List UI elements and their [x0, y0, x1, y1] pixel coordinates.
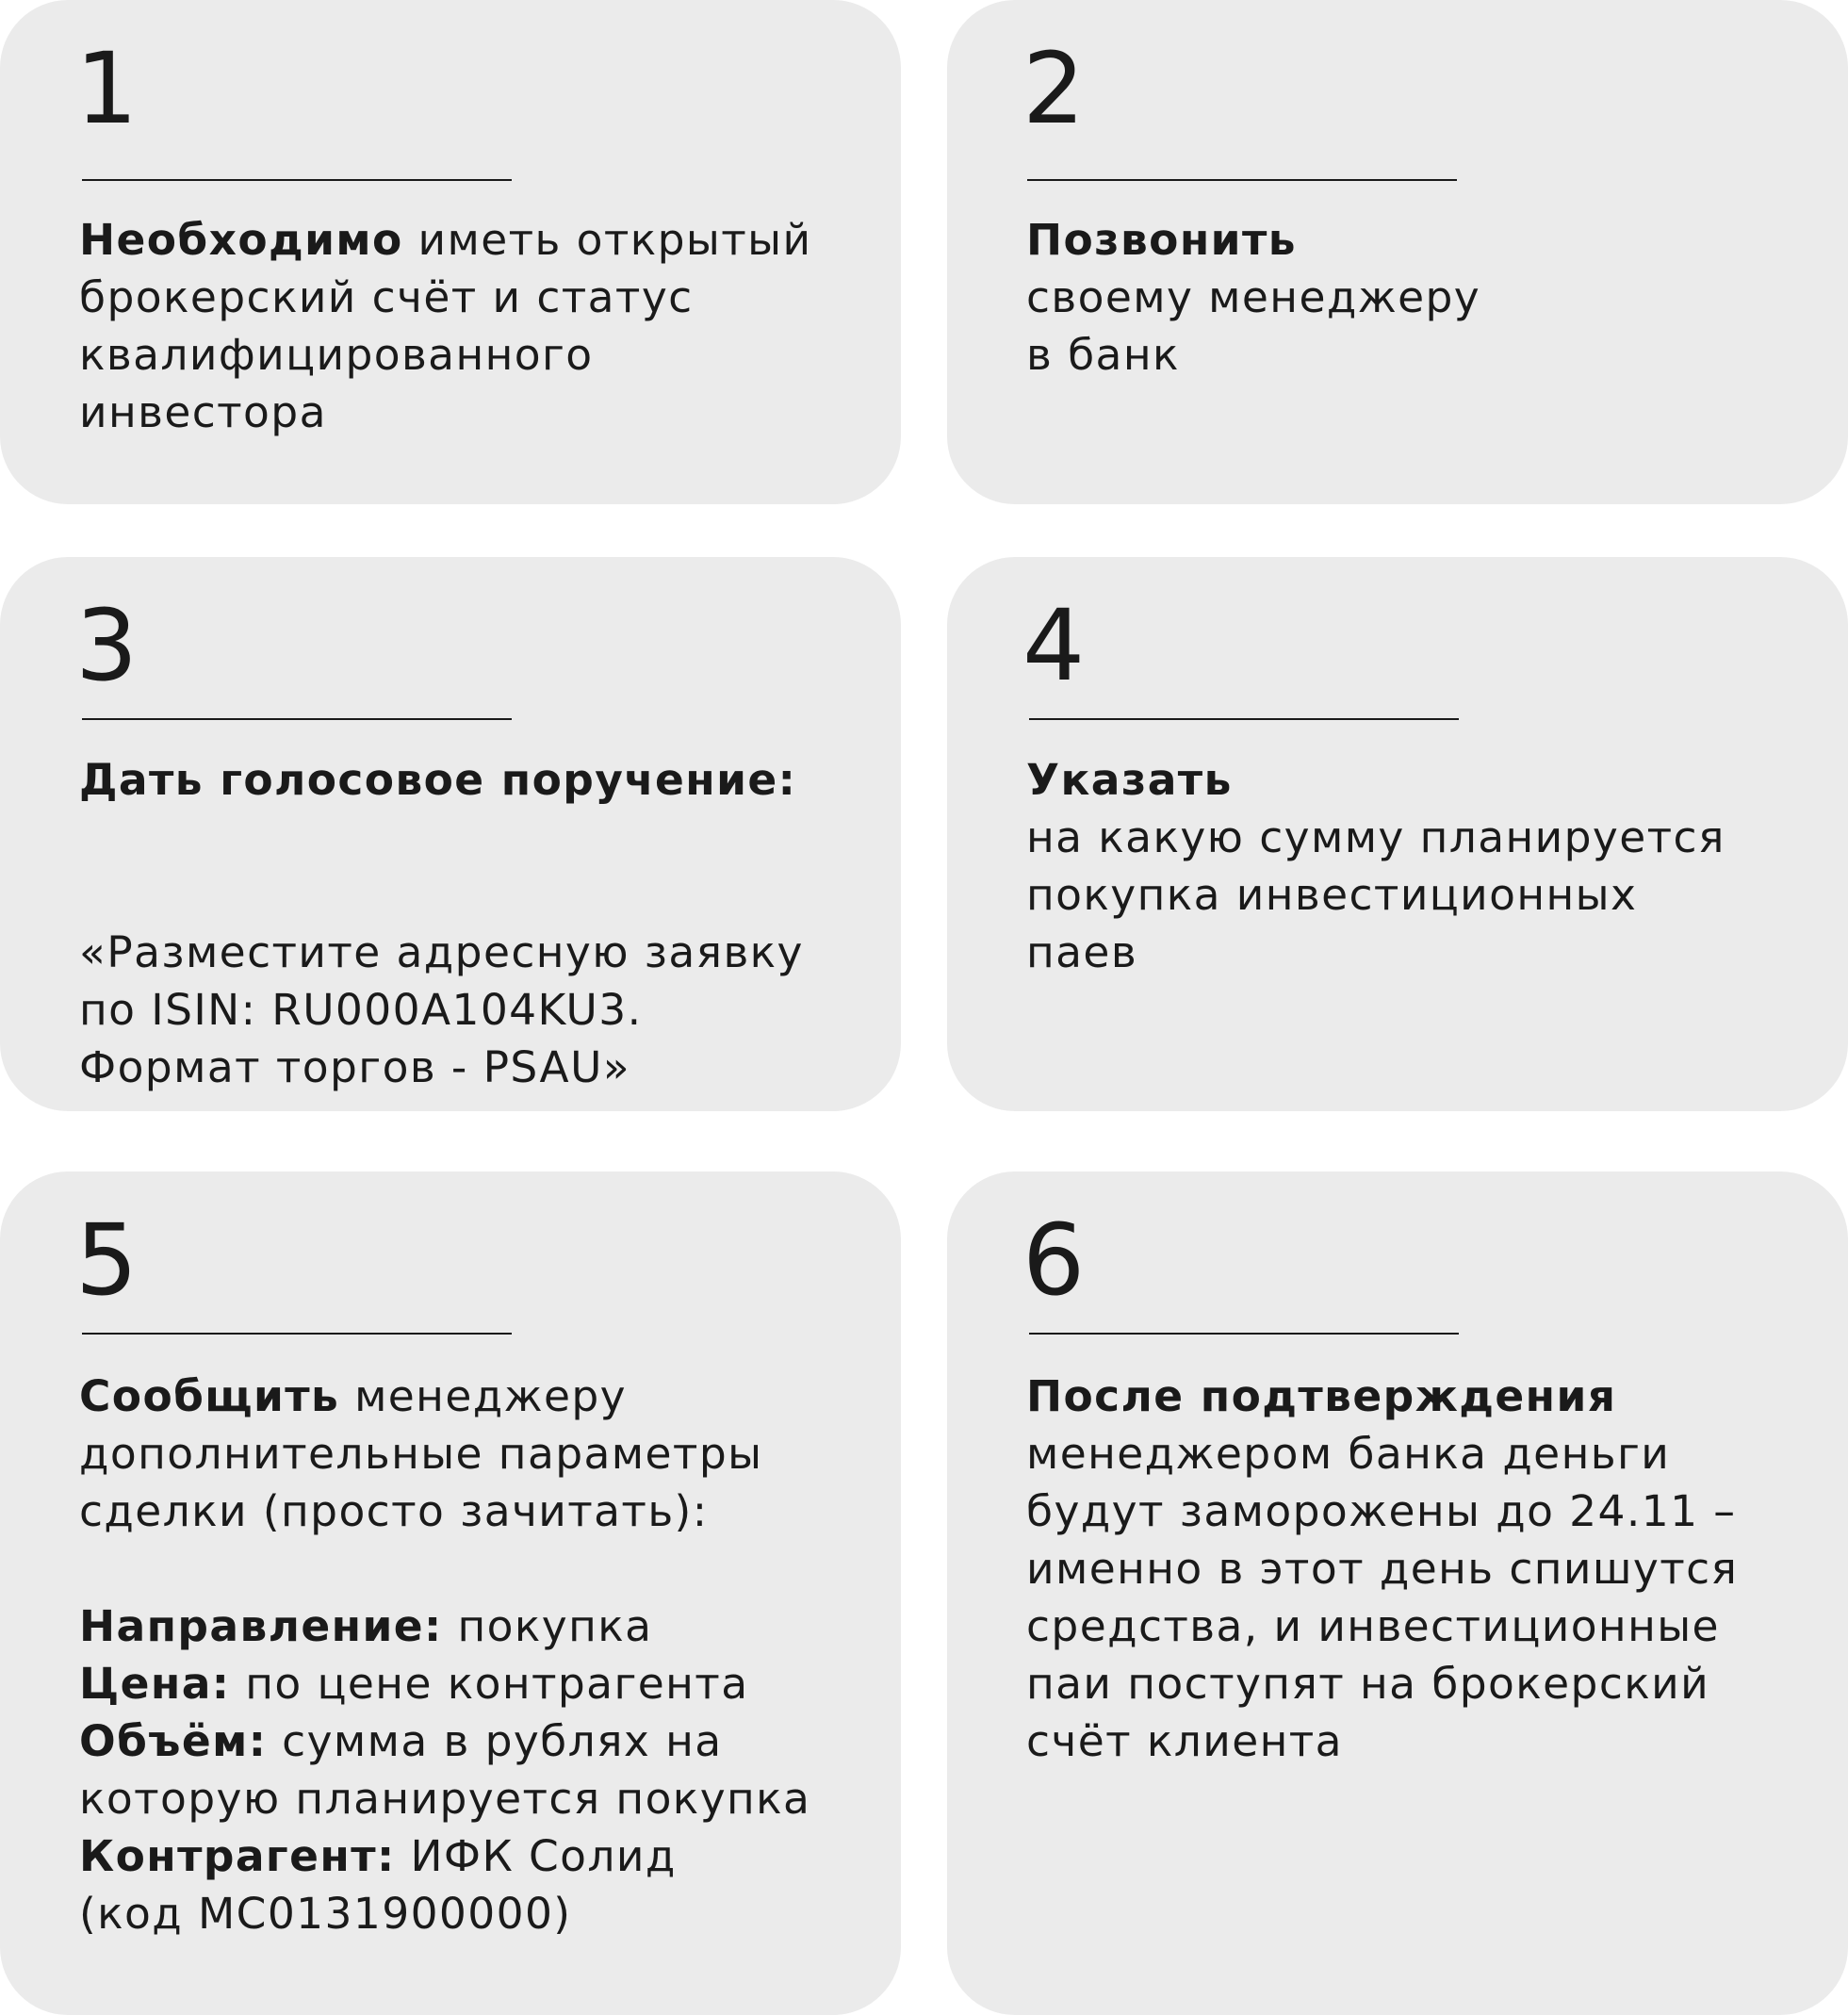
- step-card-6: [947, 1171, 1848, 2015]
- param-label-volume: Объём:: [79, 1716, 268, 1766]
- step-body: на какую сумму планируется покупка инвестиционных паев: [1026, 812, 1725, 977]
- step-number: 2: [1022, 31, 1086, 146]
- step-bold-lead: Дать голосовое поручение:: [79, 755, 797, 805]
- step-card-5: [0, 1171, 901, 2015]
- divider: [82, 718, 512, 720]
- step-bold-lead: После подтверждения: [1026, 1371, 1617, 1421]
- step-number: 1: [75, 31, 139, 146]
- step-number: 4: [1022, 588, 1086, 703]
- param-label-price: Цена:: [79, 1659, 231, 1709]
- spacer: [79, 1540, 871, 1597]
- step-body: менеджеру дополнительные параметры сделки (просто зачитать):: [79, 1371, 763, 1536]
- step-number: 5: [75, 1203, 139, 1318]
- divider: [1029, 718, 1459, 720]
- step-card-3: [0, 557, 901, 1111]
- param-label-direction: Направление:: [79, 1601, 443, 1651]
- step-card-2: [947, 0, 1848, 504]
- step-text: [79, 751, 871, 1096]
- divider: [82, 179, 512, 181]
- step-bold-lead: Указать: [1026, 755, 1233, 805]
- step-text: [79, 1368, 871, 1942]
- step-bold-lead: Позвонить: [1026, 215, 1297, 265]
- divider: [82, 1333, 512, 1335]
- step-number: 3: [75, 588, 139, 703]
- step-text: [1026, 751, 1818, 981]
- step-card-1: [0, 0, 901, 504]
- divider: [1029, 1333, 1459, 1335]
- spacer: [79, 809, 871, 866]
- step-body: «Разместите адресную заявку по ISIN: RU000A104KU3. Формат торгов - PSAU»: [79, 927, 804, 1092]
- spacer: [79, 866, 871, 924]
- step-card-4: [947, 557, 1848, 1111]
- param-value-direction: покупка: [442, 1601, 653, 1651]
- param-value-volume: сумма в рублях на которую планируется покупка: [79, 1716, 811, 1824]
- divider: [1027, 179, 1457, 181]
- step-text: [1026, 1368, 1818, 1770]
- step-bold-lead: Необходимо: [79, 215, 403, 265]
- step-text: [1026, 211, 1818, 384]
- step-body: своему менеджеру в банк: [1026, 272, 1481, 380]
- step-body: иметь открытый брокерский счёт и статус квалифицированного инвестора: [79, 215, 812, 437]
- param-label-counterparty: Контрагент:: [79, 1831, 396, 1881]
- param-value-price: по цене контрагента: [230, 1659, 749, 1709]
- step-text: [79, 211, 871, 441]
- step-body: менеджером банка деньги будут заморожены до 24.11 – именно в этот день спишутся средства, и инвестиционные паи поступят на брокерский счёт клиента: [1026, 1429, 1739, 1766]
- step-bold-lead: Сообщить: [79, 1371, 340, 1421]
- param-value-counterparty: ИФК Солид (код МС0131900000): [79, 1831, 677, 1939]
- step-number: 6: [1022, 1203, 1086, 1318]
